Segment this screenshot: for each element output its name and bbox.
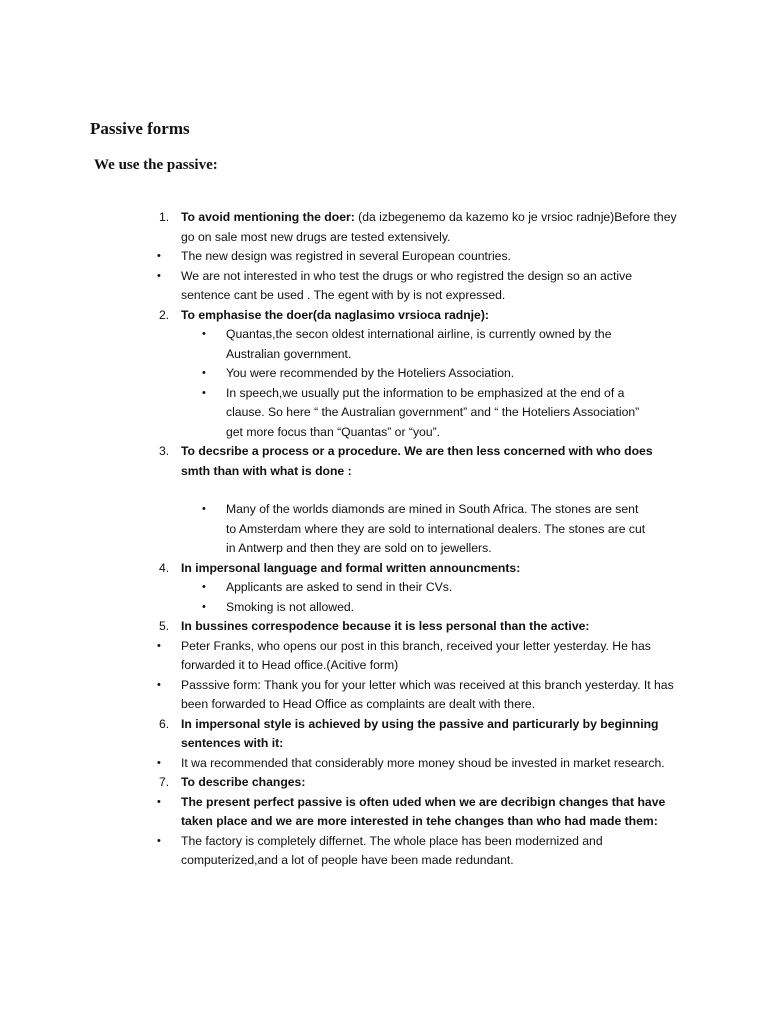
bullet-icon: • — [157, 756, 161, 769]
bullet-icon: • — [157, 639, 161, 652]
item-heading: The present perfect passive is often uded when we are decribign changes that have taken place and we are more interested in tehe changes than who had made them: — [181, 794, 666, 828]
item-heading: To avoid mentioning the doer: — [181, 210, 355, 224]
sub-list-item — [0, 598, 768, 618]
bullet-icon: • — [202, 503, 206, 515]
item-heading: To decsribe a process or a procedure. We are then less concerned with who does smth than with what is done : — [181, 444, 653, 478]
item-text: You were recommended by the Hoteliers Association. — [226, 366, 515, 380]
item-text: Quantas,the secon oldest international airline, is currently owned by the Australian government. — [226, 327, 612, 361]
bullet-icon: • — [157, 269, 161, 282]
item-heading: To emphasise the doer(da naglasimo vrsioca radnje): — [181, 307, 489, 322]
list-item — [0, 754, 768, 774]
list-number: 6. — [159, 716, 170, 731]
sub-list-item — [0, 500, 768, 559]
item-text: Peter Franks, who opens our post in this branch, received your letter yesterday. He has forwarded it to Head office.(Acitive form) — [181, 638, 651, 672]
item-text: It wa recommended that considerably more money shoud be invested in market research. — [181, 755, 665, 770]
page-title: Passive forms — [90, 119, 190, 138]
sub-list-item — [0, 325, 768, 364]
bullet-icon: • — [157, 834, 161, 847]
item-text: The new design was registred in several European countries. — [181, 249, 511, 263]
bullet-icon: • — [202, 581, 206, 593]
list-item — [0, 559, 768, 579]
bullet-icon: • — [202, 367, 206, 379]
item-text: Smoking is not allowed. — [226, 599, 355, 614]
list-item — [0, 267, 768, 306]
bullet-icon: • — [202, 328, 206, 340]
item-text: Passsive form: Thank you for your letter which was received at this branch yesterday. It has been forwarded to Head Office as complaints are dealt with there. — [181, 677, 674, 711]
bullet-icon: • — [202, 386, 206, 399]
item-heading: In bussines correspodence because it is less personal than the active: — [181, 619, 590, 633]
list-item — [0, 247, 768, 267]
list-number: 4. — [159, 560, 170, 575]
item-heading: To describe changes: — [181, 775, 306, 789]
list-item — [0, 773, 768, 793]
usage-list — [0, 208, 768, 871]
blank-line — [0, 481, 768, 500]
bullet-icon: • — [157, 678, 161, 691]
list-number: 7. — [159, 775, 170, 789]
bullet-icon: • — [157, 250, 161, 262]
item-text: Applicants are asked to send in their CVs. — [226, 580, 453, 594]
list-item — [0, 442, 768, 481]
bullet-icon: • — [202, 600, 206, 613]
item-text: We are not interested in who test the drugs or who registred the design so an active sentence cant be used . The egent with by is not expressed. — [181, 268, 632, 302]
list-item — [0, 208, 768, 247]
sub-list-item — [0, 364, 768, 384]
list-item — [0, 617, 768, 637]
bullet-icon: • — [157, 795, 161, 808]
item-text: The factory is completely differnet. The whole place has been modernized and computerized,and a lot of people have been made redundant. — [181, 833, 603, 867]
list-number: 5. — [159, 619, 170, 633]
item-text: (da izbegenemo da kazemo ko je vrsioc radnje)Before they go on sale most new drugs are tested extensively. — [181, 210, 677, 244]
item-text: Many of the worlds diamonds are mined in South Africa. The stones are sent to Amsterdam where they are sold to international dealers. The stones are cut in Antwerp and then they are sold on to jewellers. — [226, 502, 646, 555]
sub-list-item — [0, 578, 768, 598]
list-item — [0, 832, 768, 871]
item-heading: In impersonal language and formal written announcments: — [181, 560, 521, 575]
list-item — [0, 715, 768, 754]
sub-list-item — [0, 384, 768, 443]
section-heading: We use the passive: — [94, 157, 218, 173]
list-item — [0, 637, 768, 676]
list-number: 3. — [159, 444, 170, 458]
list-number: 1. — [159, 210, 170, 224]
item-heading: In impersonal style is achieved by using the passive and particurarly by beginning sentences with it: — [181, 716, 659, 750]
item-text: In speech,we usually put the information to be emphasized at the end of a clause. So here “ the Australian government” and “ the Hoteliers Association” get more focus than “Quantas” or “you”. — [226, 385, 640, 439]
list-item — [0, 306, 768, 326]
list-item — [0, 676, 768, 715]
list-item — [0, 793, 768, 832]
list-number: 2. — [159, 307, 170, 322]
